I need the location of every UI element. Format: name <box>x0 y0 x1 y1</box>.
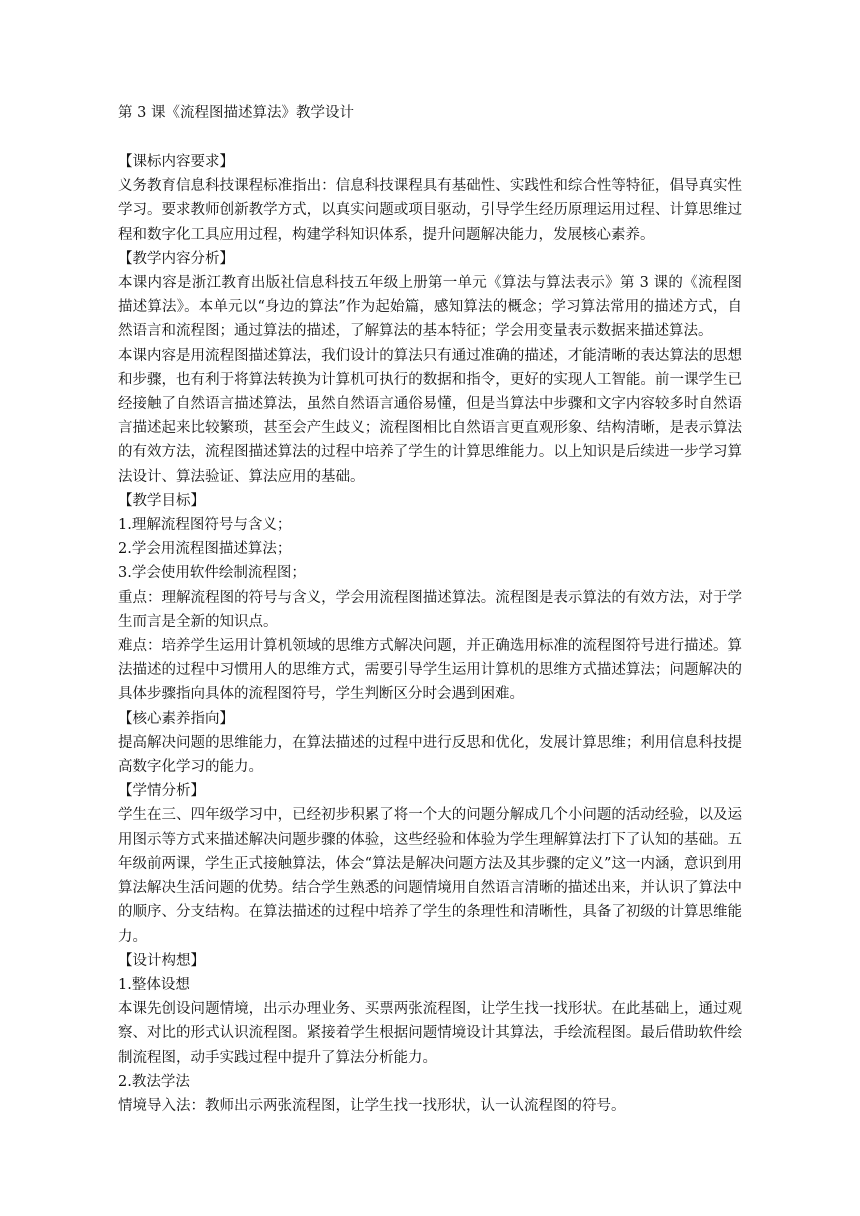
paragraph-content-analysis-2: 本课内容是用流程图描述算法，我们设计的算法只有通过准确的描述，才能清晰的表达算法的思想和步骤，也有利于将算法转换为计算机可执行的数据和指令，更好的实现人工智能。前一课学生已经接触了自然语言描述算法，虽然自然语言通俗易懂，但是当算法中步骤和文字内容较多时自然语言描述起来比较繁琐，甚至会产生歧义；流程图相比自然语言更直观形象、结构清晰，是表示算法的有效方法，流程图描述算法的过程中培养了学生的计算思维能力。以上知识是后续进一步学习算法设计、算法验证、算法应用的基础。 <box>118 347 742 485</box>
paragraph-design-1: 本课先创设问题情境，出示办理业务、买票两张流程图，让学生找一找形状。在此基础上，通过观察、对比的形式认识流程图。紧接着学生根据问题情境设计其算法，手绘流程图。最后借助软件绘制流程图，动手实践过程中提升了算法分析能力。 <box>118 1001 742 1066</box>
design-subheading-2: 2.教法学法 <box>118 1073 190 1090</box>
paragraph-key-point: 重点：理解流程图的符号与含义，学会用流程图描述算法。流程图是表示算法的有效方法，对于学生而言是全新的知识点。 <box>118 589 742 630</box>
goal-item-1: 1.理解流程图符号与含义； <box>118 517 292 534</box>
title-spacer <box>118 126 742 150</box>
section-heading-goals: 【教学目标】 <box>118 492 205 509</box>
section-heading-content-analysis: 【教学内容分析】 <box>118 250 234 267</box>
section-heading-learner: 【学情分析】 <box>118 783 205 800</box>
section-heading-standard: 【课标内容要求】 <box>118 154 234 170</box>
document-title: 第 3 课《流程图描述算法》教学设计 <box>118 105 354 121</box>
goal-item-3: 3.学会使用软件绘制流程图； <box>118 565 306 582</box>
paragraph-standard: 义务教育信息科技课程标准指出：信息科技课程具有基础性、实践性和综合性等特征，倡导真实性学习。要求教师创新教学方式，以真实问题或项目驱动，引导学生经历原理运用过程、计算思维过程和数字化工具应用过程，构建学科知识体系，提升问题解决能力，发展核心素养。 <box>118 178 742 243</box>
goal-item-2: 2.学会用流程图描述算法； <box>118 541 292 558</box>
section-heading-literacy: 【核心素养指向】 <box>118 710 234 727</box>
section-heading-design: 【设计构想】 <box>118 952 205 969</box>
paragraph-learner: 学生在三、四年级学习中，已经初步积累了将一个大的问题分解成几个小问题的活动经验，以及运用图示等方式来描述解决问题步骤的体验，这些经验和体验为学生理解算法打下了认知的基础。五年级前两课，学生正式接触算法，体会“算法是解决问题方法及其步骤的定义”这一内涵，意识到用算法解决生活问题的优势。结合学生熟悉的问题情境用自然语言清晰的描述出来，并认识了算法中的顺序、分支结构。在算法描述的过程中培养了学生的条理性和清晰性，具备了初级的计算思维能力。 <box>118 807 742 945</box>
paragraph-design-2: 情境导入法：教师出示两张流程图，让学生找一找形状，认一认流程图的符号。 <box>118 1097 626 1114</box>
document-page <box>118 100 742 1118</box>
paragraph-content-analysis-1: 本课内容是浙江教育出版社信息科技五年级上册第一单元《算法与算法表示》第 3 课的《流程图描述算法》。本单元以“身边的算法”作为起始篇，感知算法的概念；学习算法常用的描述方式，自然语言和流程图；通过算法的描述，了解算法的基本特征；学会用变量表示数据来描述算法。 <box>118 275 742 340</box>
paragraph-literacy: 提高解决问题的思维能力，在算法描述的过程中进行反思和优化，发展计算思维；利用信息科技提高数字化学习的能力。 <box>118 734 742 776</box>
paragraph-difficulty: 难点：培养学生运用计算机领域的思维方式解决问题，并正确选用标准的流程图符号进行描述。算法描述的过程中习惯用人的思维方式，需要引导学生运用计算机的思维方式描述算法；问题解决的具体步骤指向具体的流程图符号，学生判断区分时会遇到困难。 <box>118 638 742 703</box>
design-subheading-1: 1.整体设想 <box>118 976 190 993</box>
